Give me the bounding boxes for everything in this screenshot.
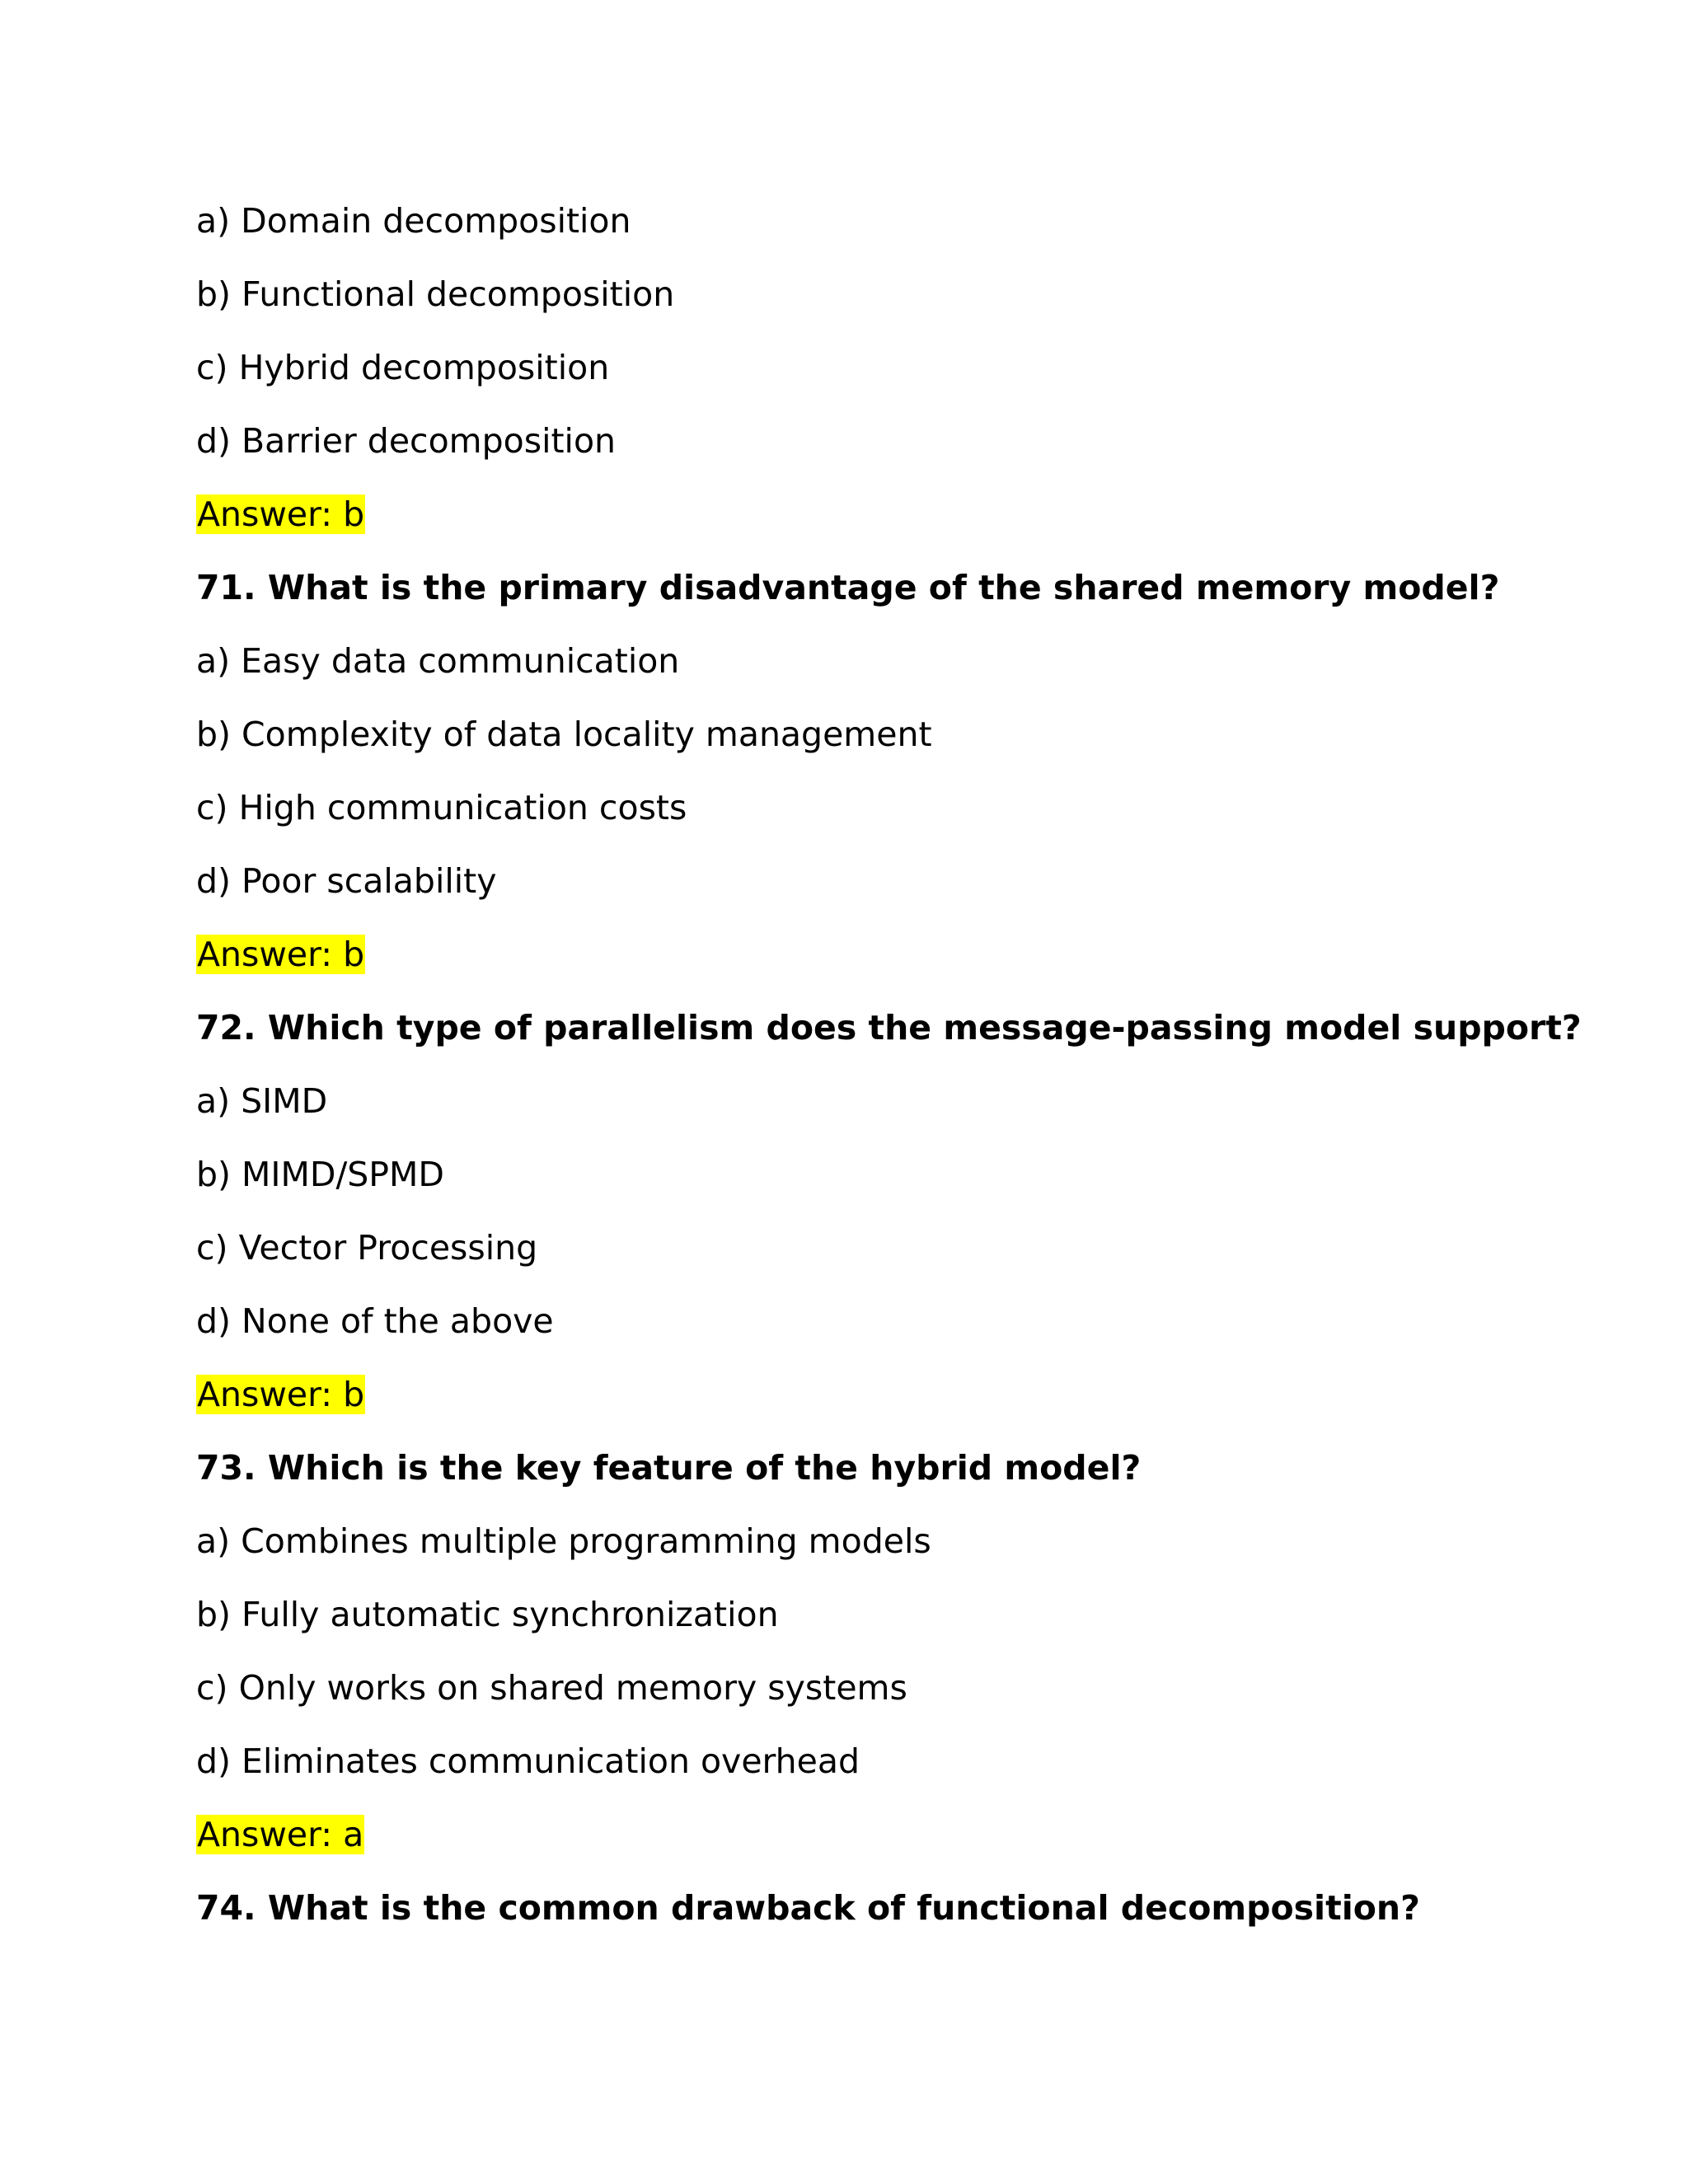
option-text: d) None of the above: [196, 1301, 554, 1341]
option-text: d) Poor scalability: [196, 861, 497, 901]
option-text: a) SIMD: [196, 1081, 328, 1121]
answer-line: [196, 491, 1597, 565]
option-text: b) Fully automatic synchronization: [196, 1595, 779, 1634]
question-heading: 71. What is the primary disadvantage of the shared memory model?: [196, 568, 1500, 607]
option-text: a) Easy data communication: [196, 641, 680, 681]
option-text: a) Combines multiple programming models: [196, 1521, 931, 1561]
answer-line: [196, 931, 1597, 1005]
option-text: c) Vector Processing: [196, 1228, 538, 1268]
option-text: c) Hybrid decomposition: [196, 348, 610, 387]
option-text: d) Eliminates communication overhead: [196, 1741, 860, 1781]
answer-highlight: Answer: b: [197, 935, 365, 974]
question-heading: 73. Which is the key feature of the hybrid model?: [196, 1448, 1142, 1488]
answer-line: [196, 1811, 1597, 1885]
answer-highlight: Answer: a: [197, 1815, 364, 1854]
question-heading: 72. Which type of parallelism does the message-passing model support?: [196, 1008, 1582, 1047]
answer-highlight: Answer: b: [197, 1375, 365, 1414]
option-text: c) Only works on shared memory systems: [196, 1668, 907, 1708]
option-text: c) High communication costs: [196, 788, 687, 827]
question-heading: 74. What is the common drawback of functional decomposition?: [196, 1888, 1420, 1928]
option-text: b) Complexity of data locality management: [196, 715, 932, 754]
option-text: d) Barrier decomposition: [196, 421, 617, 461]
option-text: b) Functional decomposition: [196, 274, 675, 314]
document-body: [196, 198, 1597, 1958]
answer-highlight: Answer: b: [197, 494, 365, 534]
answer-line: [196, 1371, 1597, 1445]
option-text: b) MIMD/SPMD: [196, 1155, 444, 1194]
option-text: a) Domain decomposition: [196, 201, 631, 241]
